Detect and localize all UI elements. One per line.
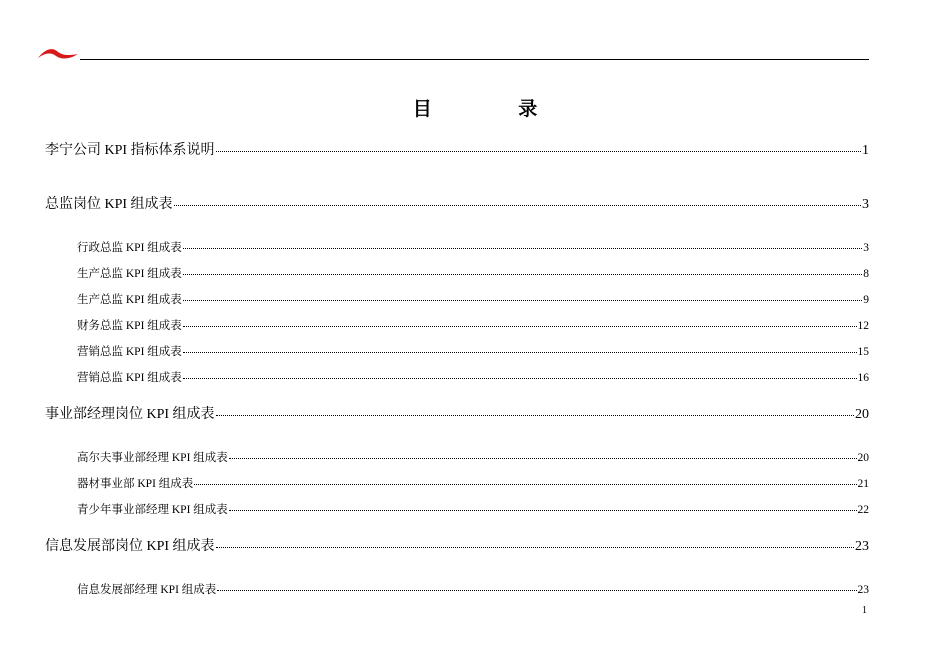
toc-entry[interactable]	[77, 501, 869, 517]
header-divider	[80, 59, 869, 60]
toc-entry[interactable]	[77, 265, 869, 281]
toc-entry-page: 21	[857, 478, 869, 490]
toc-entry-label: 信息发展部岗位 KPI 组成表	[45, 539, 215, 554]
toc-entry[interactable]	[77, 239, 869, 255]
toc-leader-dots	[183, 248, 862, 249]
toc-entry-label: 总监岗位 KPI 组成表	[45, 197, 173, 212]
toc-leader-dots	[183, 274, 862, 275]
toc-leader-dots	[174, 205, 861, 206]
toc-entry-page: 23	[855, 539, 869, 554]
toc-leader-dots	[194, 484, 856, 485]
toc-leader-dots	[183, 300, 862, 301]
toc-entry-page: 1	[862, 143, 869, 158]
toc-entry-label: 营销总监 KPI 组成表	[77, 346, 182, 358]
toc-entry[interactable]	[77, 475, 869, 491]
toc-entry[interactable]	[45, 139, 869, 159]
toc-entry-label: 生产总监 KPI 组成表	[77, 268, 182, 280]
li-ning-logo-icon	[36, 44, 80, 62]
toc-entry[interactable]	[45, 403, 869, 423]
toc-entry-page: 3	[862, 197, 869, 212]
toc-entry[interactable]	[77, 291, 869, 307]
page-number: 1	[862, 605, 867, 616]
toc-leader-dots	[216, 415, 854, 416]
toc-entry-page: 23	[857, 584, 869, 596]
toc-leader-dots	[229, 510, 857, 511]
toc-entry[interactable]	[45, 193, 869, 213]
toc-entry-label: 行政总监 KPI 组成表	[77, 242, 182, 254]
toc-entry-label: 信息发展部经理 KPI 组成表	[77, 584, 217, 596]
toc-entry-page: 20	[855, 407, 869, 422]
toc-leader-dots	[229, 458, 857, 459]
toc-leader-dots	[183, 352, 857, 353]
toc-entry-label: 李宁公司 KPI 指标体系说明	[45, 143, 215, 158]
page-title: 目 录	[412, 98, 538, 120]
toc-entry-page: 3	[863, 242, 869, 254]
toc-entry-page: 16	[857, 372, 869, 384]
toc-leader-dots	[183, 378, 857, 379]
toc-entry-label: 事业部经理岗位 KPI 组成表	[45, 407, 215, 422]
toc-leader-dots	[217, 590, 856, 591]
toc-entry-label: 生产总监 KPI 组成表	[77, 294, 182, 306]
toc-entry-page: 20	[857, 452, 869, 464]
toc-entry-label: 营销总监 KPI 组成表	[77, 372, 182, 384]
toc-entry[interactable]	[77, 581, 869, 597]
toc-entry-label: 高尔夫事业部经理 KPI 组成表	[77, 452, 228, 464]
toc-entry-page: 8	[863, 268, 869, 280]
toc-leader-dots	[216, 151, 861, 152]
toc-entry[interactable]	[45, 535, 869, 555]
toc-entry[interactable]	[77, 449, 869, 465]
toc-entry-page: 12	[857, 320, 869, 332]
toc-entry-page: 22	[857, 504, 869, 516]
toc-leader-dots	[183, 326, 857, 327]
toc-entry[interactable]	[77, 369, 869, 385]
toc-entry-label: 财务总监 KPI 组成表	[77, 320, 182, 332]
toc-entry[interactable]	[77, 317, 869, 333]
page-header	[0, 0, 950, 70]
toc-leader-dots	[216, 547, 854, 548]
toc-entry-label: 青少年事业部经理 KPI 组成表	[77, 504, 228, 516]
toc-entry[interactable]	[77, 343, 869, 359]
toc-entry-page: 15	[857, 346, 869, 358]
toc-entry-page: 9	[863, 294, 869, 306]
toc-entry-label: 器材事业部 KPI 组成表	[77, 478, 194, 490]
